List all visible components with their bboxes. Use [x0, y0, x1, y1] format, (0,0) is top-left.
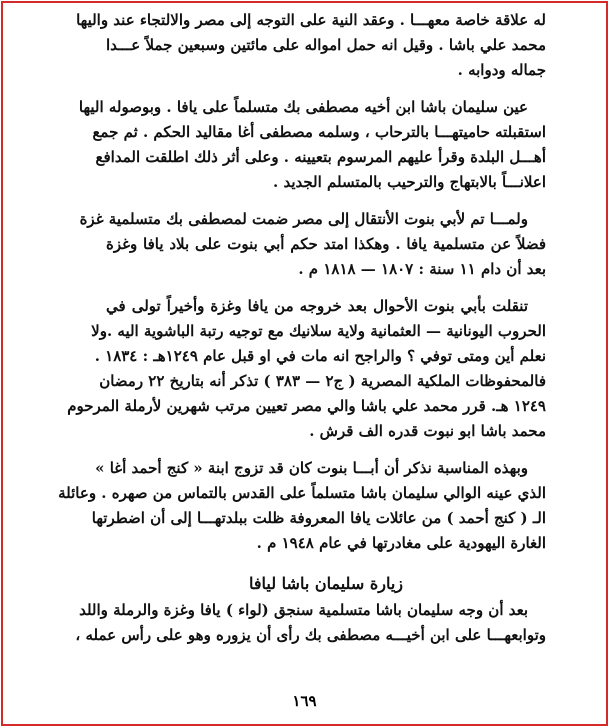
text-line: الغارة اليهودية على مغادرتها في عام ١٩٤٨ م . — [256, 534, 546, 552]
text-line: عين سليمان باشا ابن أخيه مصطفى بك متسلماً على يافا . وبوصوله اليها — [78, 98, 528, 116]
text-line: تنقلت بأبي بنوت الأحوال بعد خروجه من يافا وغزة وأخيراً تولى في — [106, 297, 528, 315]
paragraph-3 — [79, 207, 546, 282]
text-line: محمد باشا ابو نبوت قدره الف قرش . — [309, 422, 546, 440]
text-line: أهـــل البلدة وقرأ عليهم المرسوم بتعيينه . وعلى أثر ذلك اطلقت المدافع — [95, 148, 546, 166]
page-number: ١٦٩ — [292, 692, 317, 710]
text-line: فالمحفوظات الملكية المصرية ( ج٢ — ٣٨٣ ) تذكر أنه بتاريخ ٢٢ رمضان — [99, 372, 546, 390]
text-line: وتوابعهـــا على ابن أخيـــه مصطفى بك رأى أن يزوره وهو على رأس عمله ، — [75, 626, 546, 644]
text-line: الـ ( كنج أحمد ) من عائلات يافا المعروفة ظلت ببلدتهـــا إلى أن اضطرتها — [91, 509, 546, 527]
paragraph-1 — [76, 8, 546, 83]
paragraph-5 — [58, 456, 546, 556]
text-line: محمد علي باشا . وقيل انه حمل امواله على مائتين وسبعين جملاً عـــدا — [106, 36, 546, 54]
paragraph-2 — [78, 95, 546, 195]
text-line: نعلم أين ومتى توفي ؟ والراجح انه مات في او قبل عام ١٢٤٩هـ : ١٨٣٤ . — [94, 347, 546, 365]
text-line: وبهذه المناسبة نذكر أن أبـــا بنوت كان قد تزوج ابنة « كنج أحمد أغا » — [95, 459, 528, 477]
text-line: اعلانـــاً بالابتهاج والترحيب بالمتسلم الجديد . — [273, 173, 546, 191]
text-line: فضلاً عن متسلمية يافا . وهكذا امتد حكم أبي بنوت على بلاد يافا وغزة — [106, 235, 546, 253]
section-heading: زيارة سليمان باشا ليافا — [249, 574, 403, 593]
text-line: الحروب اليونانية — العثمانية ولاية سلانيك مع توجيه رتبة الباشوية اليه .ولا — [91, 322, 546, 340]
text-line: ١٢٤٩ هـ. قرر محمد علي باشا والي مصر تعيين مرتب شهرين لأرملة المرحوم — [67, 397, 546, 415]
paragraph-4 — [67, 294, 546, 444]
text-line: جماله ودوابه . — [457, 61, 546, 79]
text-line: الذي عينه الوالي سليمان باشا متسلماً على القدس بالتماس من صهره . وعائلة — [58, 484, 546, 502]
document-page — [58, 8, 546, 648]
text-line: بعد أن وجه سليمان باشا متسلمية سنجق (لواء ) يافا وغزة والرملة واللد — [79, 601, 528, 619]
text-line: استقبلته حاميتهـــا بالترحاب ، وسلمه مصطفى أغا مقاليد الحكم . ثم جمع — [92, 123, 546, 141]
section-paragraph — [75, 598, 546, 648]
text-line: ولمـــا تم لأبي بنوت الأنتقال إلى مصر ضمت لمصطفى بك متسلمية غزة — [79, 210, 528, 228]
text-line: له علاقة خاصة معهـــا . وعقد النية على التوجه إلى مصر والالتجاء عند واليها — [76, 11, 546, 29]
text-line: بعد أن دام ١١ سنة : ١٨٠٧ — ١٨١٨ م . — [298, 260, 546, 278]
